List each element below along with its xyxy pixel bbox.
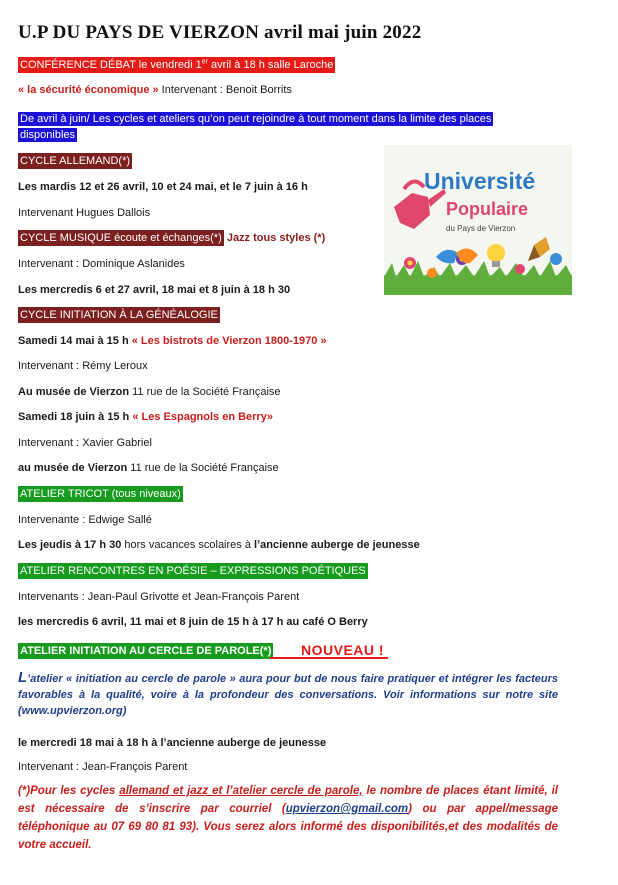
tricot-dates-b: hors vacances scolaires à — [121, 539, 255, 551]
footnote-c: le nombre de places étant limité, il est nécessaire de s’inscrire par courriel ( — [18, 785, 558, 815]
conference-heading-b: avril à 18 h salle Laroche — [208, 58, 334, 71]
footnote-email-link[interactable]: upvierzon@gmail.com — [285, 803, 409, 815]
genealogie-s1-speaker: Intervenant : Rémy Leroux — [18, 360, 148, 372]
genealogie-session1 — [18, 335, 327, 347]
genealogie-s2-speaker: Intervenant : Xavier Gabriel — [18, 437, 152, 449]
musique-heading — [18, 232, 325, 244]
allemand-dates: Les mardis 12 et 26 avril, 10 et 24 mai, et le 7 juin à 16 h — [18, 181, 308, 193]
musique-heading-text: CYCLE MUSIQUE écoute et échanges(*) — [20, 232, 222, 244]
cycles-intro-text: De avril à juin/ Les cycles et ateliers qu’on peut rejoindre à tout moment dans la limite des places disponibles — [20, 113, 492, 141]
logo-line2: Populaire — [446, 199, 529, 219]
conference-details — [18, 84, 292, 96]
universite-populaire-logo — [384, 145, 572, 295]
conference-speaker: Intervenant : Benoit Borrits — [158, 84, 292, 96]
genealogie-s2-title: « Les Espagnols en Berry» — [129, 411, 273, 423]
genealogie-session2 — [18, 411, 273, 423]
genealogie-s1-date: Samedi 14 mai à 15 h — [18, 335, 129, 347]
conference-heading-sup: er — [201, 58, 208, 65]
poesie-heading — [18, 565, 368, 577]
allemand-heading — [18, 155, 132, 167]
genealogie-s2-date: Samedi 18 juin à 15 h — [18, 411, 130, 423]
footnote-a: (*)Pour les cycles — [18, 785, 120, 797]
tricot-dates-c: l’ancienne auberge de jeunesse — [254, 539, 420, 551]
page-title: U.P DU PAYS DE VIERZON avril mai juin 2022 — [18, 22, 422, 43]
conference-subject: « la sécurité économique » — [18, 84, 159, 96]
conference-heading-a: CONFÉRENCE DÉBAT le vendredi 1 — [20, 58, 202, 71]
genealogie-heading — [18, 309, 220, 321]
allemand-speaker: Intervenant Hugues Dallois — [18, 207, 151, 219]
genealogie-s1-place-b: 11 rue de la Société Française — [129, 386, 281, 398]
poesie-speaker: Intervenants : Jean-Paul Grivotte et Jean-François Parent — [18, 591, 300, 603]
conference-heading — [18, 58, 335, 71]
genealogie-s1-place-a: Au musée de Vierzon — [18, 386, 130, 398]
tricot-heading — [18, 488, 183, 500]
parole-date: le mercredi 18 mai à 18 h à l’ancienne auberge de jeunesse — [18, 737, 327, 749]
tricot-heading-text: ATELIER TRICOT (tous niveaux) — [20, 488, 181, 500]
poesie-heading-text: ATELIER RENCONTRES EN POÉSIE – EXPRESSIONS POÉTIQUES — [20, 565, 366, 577]
genealogie-heading-text: CYCLE INITIATION À LA GÉNÉALOGIE — [20, 309, 218, 321]
cycles-intro — [18, 111, 538, 143]
musique-extra: Jazz tous styles (*) — [223, 232, 326, 244]
tricot-dates-a: Les jeudis à 17 h 30 — [18, 539, 122, 551]
poesie-dates: les mercredis 6 avril, 11 mai et 8 juin de 15 h à 17 h au café O Berry — [18, 616, 368, 628]
footnote-d: ) ou par appel/message téléphonique au 07 69 80 81 93). Vous serez alors informé des disponibilités,et des modalités de votre accueil. — [18, 803, 558, 851]
allemand-heading-text: CYCLE ALLEMAND(*) — [20, 155, 131, 167]
musique-dates: Les mercredis 6 et 27 avril, 18 mai et 8 juin à 18 h 30 — [18, 284, 291, 296]
tricot-speaker: Intervenante : Edwige Sallé — [18, 514, 152, 526]
parole-desc-initial: L — [18, 669, 28, 686]
genealogie-s2-place-b: 11 rue de la Société Française — [127, 462, 279, 474]
nouveau-badge: NOUVEAU ! — [301, 642, 385, 658]
parole-heading — [18, 645, 273, 657]
genealogie-s1-place — [18, 386, 281, 398]
genealogie-s2-place — [18, 462, 279, 474]
footnote — [18, 782, 558, 854]
tricot-dates — [18, 539, 420, 551]
genealogie-s1-title: « Les bistrots de Vierzon 1800-1970 » — [128, 335, 327, 347]
parole-description — [18, 670, 558, 719]
footnote-b: allemand et jazz et l’atelier cercle de parole, — [119, 785, 363, 797]
parole-desc-text: ’atelier « initiation au cercle de parole » aura pour but de nous faire pratiquer et intégrer les facteurs favorables à la qualité, voire à la profondeur des conversations. Voir informations sur notre site (www.upvierzon.org) — [18, 673, 558, 717]
parole-heading-text: ATELIER INITIATION AU CERCLE DE PAROLE(*) — [20, 645, 272, 657]
musique-speaker: Intervenant : Dominique Aslanides — [18, 258, 185, 270]
logo-line1: Université — [424, 168, 536, 194]
logo-line3: du Pays de Vierzon — [446, 224, 516, 233]
parole-speaker: Intervenant : Jean-François Parent — [18, 761, 188, 773]
genealogie-s2-place-a: au musée de Vierzon — [18, 462, 128, 474]
